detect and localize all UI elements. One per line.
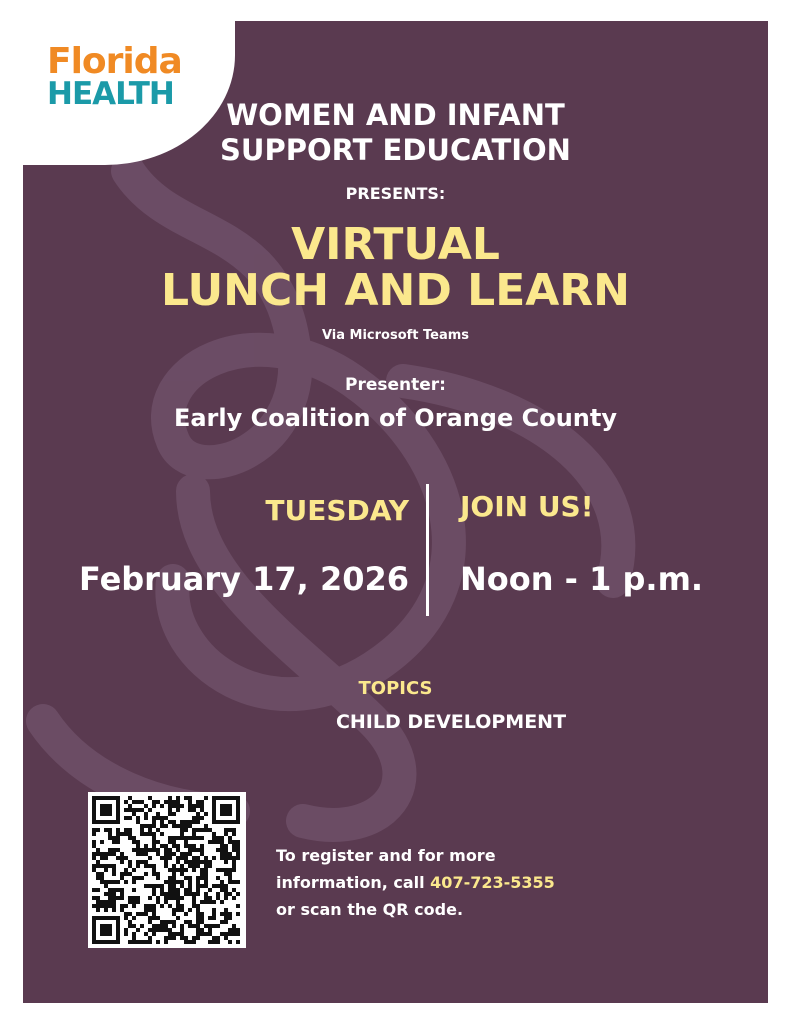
title-line-2: SUPPORT EDUCATION xyxy=(220,133,571,167)
register-line-1: To register and for more xyxy=(276,846,496,865)
register-line-2 xyxy=(276,869,555,896)
register-line-2-text: information, call xyxy=(276,873,431,892)
event-time: Noon - 1 p.m. xyxy=(460,560,704,598)
event-name-line-2: LUNCH AND LEARN xyxy=(160,265,631,316)
register-line-3: or scan the QR code. xyxy=(276,900,464,919)
qr-code[interactable] xyxy=(88,792,246,948)
event-name-line-1: VIRTUAL xyxy=(291,219,500,270)
logo-florida-text: Florida xyxy=(47,41,182,82)
presenter-label: Presenter: xyxy=(345,375,446,395)
phone-number[interactable]: 407-723-5355 xyxy=(430,873,555,892)
topics-label: TOPICS xyxy=(358,678,433,699)
qr-code-icon xyxy=(92,796,242,944)
presenter-name: Early Coalition of Orange County xyxy=(173,404,618,432)
presents-label: PRESENTS: xyxy=(345,184,446,203)
event-date: February 17, 2026 xyxy=(79,560,409,598)
join-us-label: JOIN US! xyxy=(460,490,594,523)
logo-health-text: HEALTH xyxy=(47,76,174,112)
registration-info xyxy=(276,842,555,923)
title-line-1: WOMEN AND INFANT xyxy=(226,98,565,132)
platform-note: Via Microsoft Teams xyxy=(321,328,470,343)
topic-item: CHILD DEVELOPMENT xyxy=(335,711,567,733)
schedule-divider xyxy=(426,484,429,616)
event-day: TUESDAY xyxy=(265,494,409,527)
